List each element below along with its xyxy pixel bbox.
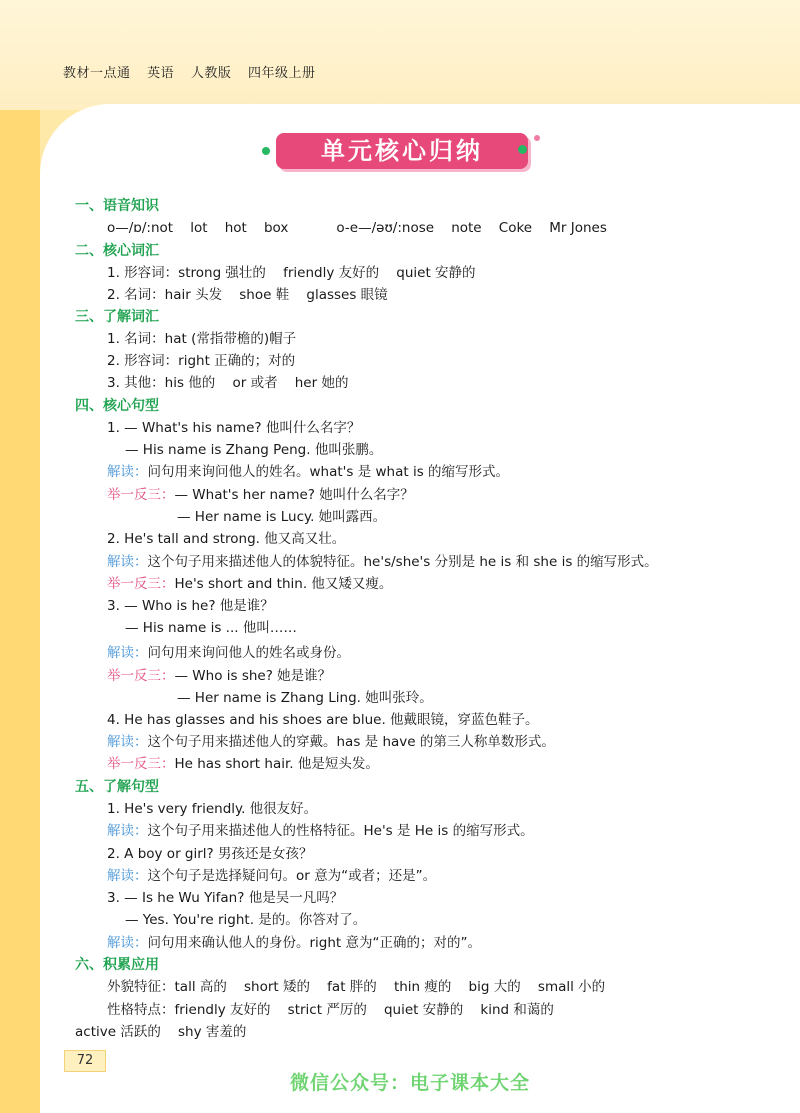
running-header [63, 62, 327, 81]
explanation-text: 这个句子用来描述他人的穿戴。has 是 have 的第三人称单数形式。 [147, 734, 555, 750]
jiedu-label: 解读： [107, 464, 148, 480]
section-heading-extra-vocab: 三、了解词汇 [75, 309, 159, 325]
explanation-line [107, 822, 534, 840]
sentence-question: 4. He has glasses and his shoes are blue. 他戴眼镜，穿蓝色鞋子。 [107, 712, 539, 728]
section-heading-applications: 六、积累应用 [75, 957, 159, 973]
practice-line [107, 486, 414, 504]
juyi-label: 举一反三： [107, 668, 175, 684]
explanation-text: 问句用来询问他人的姓名。what's 是 what is 的缩写形式。 [147, 464, 510, 480]
practice-answer: — Her name is Lucy. 她叫露西。 [177, 509, 387, 525]
juyi-label: 举一反三： [107, 756, 175, 772]
practice-answer: — Her name is Zhang Ling. 她叫张玲。 [177, 690, 433, 706]
explanation-text: 这个句子是选择疑问句。or 意为“或者；还是”。 [147, 868, 437, 884]
explanation-text: 问句用来确认他人的身份。right 意为“正确的；对的”。 [147, 935, 481, 951]
explanation-text: 问句用来询问他人的姓名或身份。 [147, 645, 350, 661]
vocab-item: 1. 形容词：strong 强壮的 friendly 友好的 quiet 安静的 [107, 265, 476, 281]
header-book: 教材一点通 [63, 66, 131, 81]
vocab-item: 3. 其他：his 他的 or 或者 her 她的 [107, 375, 349, 391]
practice-text: He has short hair. 他是短头发。 [174, 756, 379, 772]
jiedu-label: 解读： [107, 868, 148, 884]
explanation-line [107, 934, 481, 952]
green-dot-decoration [262, 147, 270, 155]
watermark-text: 微信公众号：电子课本大全 [290, 1072, 531, 1094]
page-number: 72 [64, 1050, 106, 1072]
explanation-line [107, 644, 350, 662]
vocab-item: 2. 形容词：right 正确的；对的 [107, 353, 296, 369]
vocab-item: 1. 名词：hat (常指带檐的)帽子 [107, 331, 297, 347]
page-title: 单元核心归纳 [321, 137, 483, 165]
sentence-question: 2. He's tall and strong. 他又高又壮。 [107, 531, 346, 547]
jiedu-label: 解读： [107, 823, 148, 839]
jiedu-label: 解读： [107, 935, 148, 951]
section-heading-phonics: 一、语音知识 [75, 198, 159, 214]
header-subject: 英语 [147, 66, 175, 81]
explanation-line [107, 733, 555, 751]
sentence-answer: — Yes. You're right. 是的。你答对了。 [125, 912, 367, 928]
sentence-answer: — His name is ... 他叫…… [125, 620, 297, 636]
top-decorative-band [0, 0, 800, 110]
explanation-line [107, 463, 509, 481]
sentence-question: 3. — Is he Wu Yifan? 他是吴一凡吗？ [107, 890, 344, 906]
practice-text: — Who is she? 她是谁？ [174, 668, 332, 684]
header-edition: 人教版 [190, 66, 232, 81]
vocab-item: 2. 名词：hair 头发 shoe 鞋 glasses 眼镜 [107, 287, 388, 303]
explanation-line [107, 553, 658, 571]
juyi-label: 举一反三： [107, 487, 175, 503]
green-dot-decoration [518, 145, 527, 154]
sentence-question: 1. He's very friendly. 他很友好。 [107, 801, 318, 817]
header-grade: 四年级上册 [247, 66, 316, 81]
section-heading-core-sentences: 四、核心句型 [75, 398, 159, 414]
section-title-banner [262, 131, 544, 173]
phonics-line [107, 219, 607, 237]
sentence-question: 3. — Who is he? 他是谁？ [107, 598, 274, 614]
left-decorative-band [0, 0, 40, 1113]
juyi-label: 举一反三： [107, 576, 175, 592]
phonics-o-e: o-e—/əʊ/:nose note Coke Mr Jones [336, 220, 607, 236]
vocab-item: 性格特点：friendly 友好的 strict 严厉的 quiet 安静的 kind 和蔼的 [107, 1002, 554, 1018]
jiedu-label: 解读： [107, 734, 148, 750]
practice-line [107, 667, 331, 685]
practice-line [107, 755, 379, 773]
jiedu-label: 解读： [107, 554, 148, 570]
phonics-o: o—/ɒ/:not lot hot box [107, 220, 289, 236]
vocab-item: active 活跃的 shy 害羞的 [75, 1024, 247, 1040]
explanation-text: 这个句子用来描述他人的性格特征。He's 是 He is 的缩写形式。 [147, 823, 534, 839]
section-heading-core-vocab: 二、核心词汇 [75, 243, 159, 259]
explanation-line [107, 867, 436, 885]
practice-text: — What's her name? 她叫什么名字？ [174, 487, 414, 503]
explanation-text: 这个句子用来描述他人的体貌特征。he's/she's 分别是 he is 和 she is 的缩写形式。 [147, 554, 658, 570]
practice-line [107, 575, 392, 593]
section-heading-extra-sentences: 五、了解句型 [75, 779, 159, 795]
sentence-question: 2. A boy or girl? 男孩还是女孩？ [107, 846, 313, 862]
sentence-answer: — His name is Zhang Peng. 他叫张鹏。 [125, 442, 383, 458]
sentence-question: 1. — What's his name? 他叫什么名字？ [107, 420, 361, 436]
practice-text: He's short and thin. 他又矮又瘦。 [174, 576, 393, 592]
vocab-item: 外貌特征：tall 高的 short 矮的 fat 胖的 thin 瘦的 big 大的 small 小的 [107, 979, 606, 995]
pink-dot-decoration [534, 135, 540, 141]
jiedu-label: 解读： [107, 645, 148, 661]
